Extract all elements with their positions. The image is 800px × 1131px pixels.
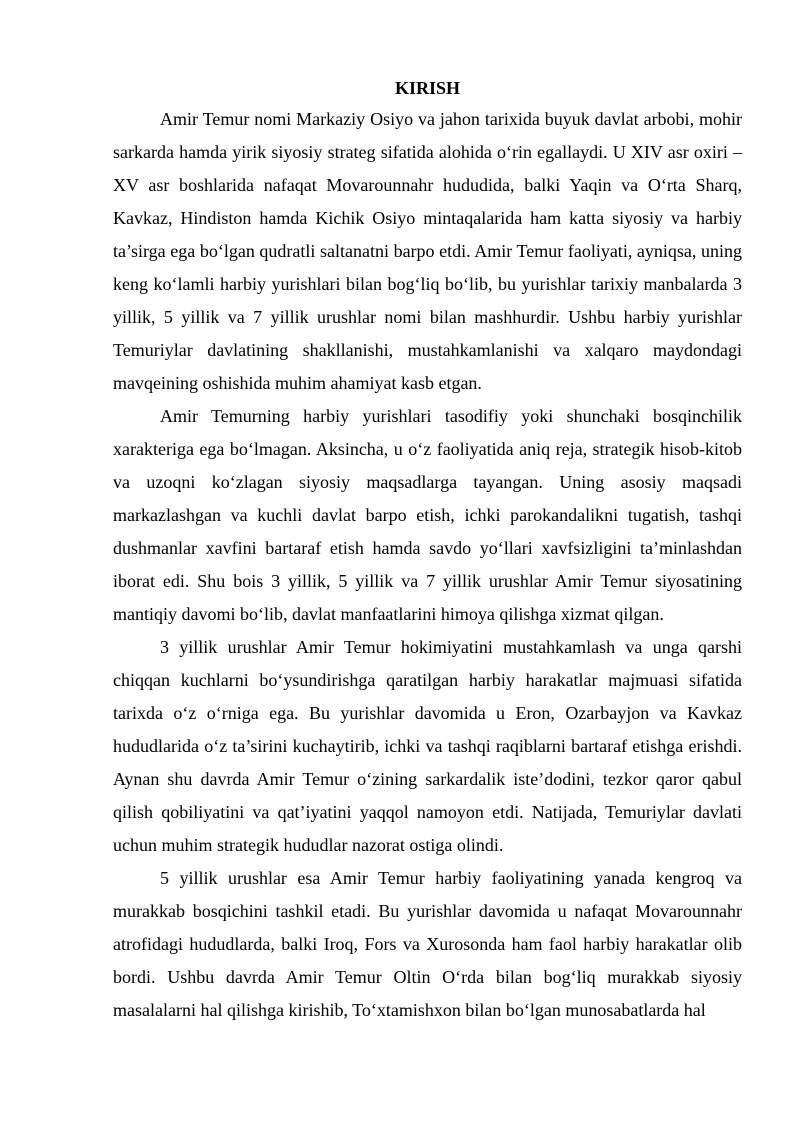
document-body: [113, 78, 742, 1027]
paragraph-3: 3 yillik urushlar Amir Temur hokimiyatini mustahkamlash va unga qarshi chiqqan kuchlarni bo‘ysundirishga qaratilgan harbiy harakatlar majmuasi sifatida tarixda o‘z o‘rniga ega. Bu yurishlar davomida u Eron, Ozarbayjon va Kavkaz hududlarida o‘z ta’sirini kuchaytirib, ichki va tashqi raqiblarni bartaraf etishga erishdi. Aynan shu davrda Amir Temur o‘zining sarkardalik iste’dodini, tezkor qaror qabul qilish qobiliyatini va qat’iyatini yaqqol namoyon etdi. Natijada, Temuriylar davlati uchun muhim strategik hududlar nazorat ostiga olindi.: [113, 637, 742, 855]
paragraph-4: 5 yillik urushlar esa Amir Temur harbiy faoliyatining yanada kengroq va murakkab bosqichini tashkil etadi. Bu yurishlar davomida u nafaqat Movarounnahr atrofidagi hududlarda, balki Iroq, Fors va Xurosonda ham faol harbiy harakatlar olib bordi. Ushbu davrda Amir Temur Oltin O‘rda bilan bog‘liq murakkab siyosiy masalalarni hal qilishga kirishib, To‘xtamishxon bilan bo‘lgan munosabatlarda hal: [113, 868, 742, 1020]
section-heading: KIRISH: [394, 78, 461, 98]
paragraph-2: Amir Temurning harbiy yurishlari tasodifiy yoki shunchaki bosqinchilik xarakteriga ega bo‘lmagan. Aksincha, u o‘z faoliyatida aniq reja, strategik hisob-kitob va uzoqni ko‘zlagan siyosiy maqsadlarga tayangan. Uning asosiy maqsadi markazlashgan va kuchli davlat barpo etish, ichki parokandalikni tugatish, tashqi dushmanlar xavfini bartaraf etish hamda savdo yo‘llari xavfsizligini ta’minlashdan iborat edi. Shu bois 3 yillik, 5 yillik va 7 yillik urushlar Amir Temur siyosatining mantiqiy davomi bo‘lib, davlat manfaatlarini himoya qilishga xizmat qilgan.: [113, 406, 742, 624]
paragraph-1: Amir Temur nomi Markaziy Osiyo va jahon tarixida buyuk davlat arbobi, mohir sarkarda hamda yirik siyosiy strateg sifatida alohida o‘rin egallaydi. U XIV asr oxiri – XV asr boshlarida nafaqat Movarounnahr hududida, balki Yaqin va O‘rta Sharq, Kavkaz, Hindiston hamda Kichik Osiyo mintaqalarida ham katta siyosiy va harbiy ta’sirga ega bo‘lgan qudratli saltanatni barpo etdi. Amir Temur faoliyati, ayniqsa, uning keng ko‘lamli harbiy yurishlari bilan bog‘liq bo‘lib, bu yurishlar tarixiy manbalarda 3 yillik, 5 yillik va 7 yillik urushlar nomi bilan mashhurdir. Ushbu harbiy yurishlar Temuriylar davlatining shakllanishi, mustahkamlanishi va xalqaro maydondagi mavqeining oshishida muhim ahamiyat kasb etgan.: [113, 109, 742, 393]
